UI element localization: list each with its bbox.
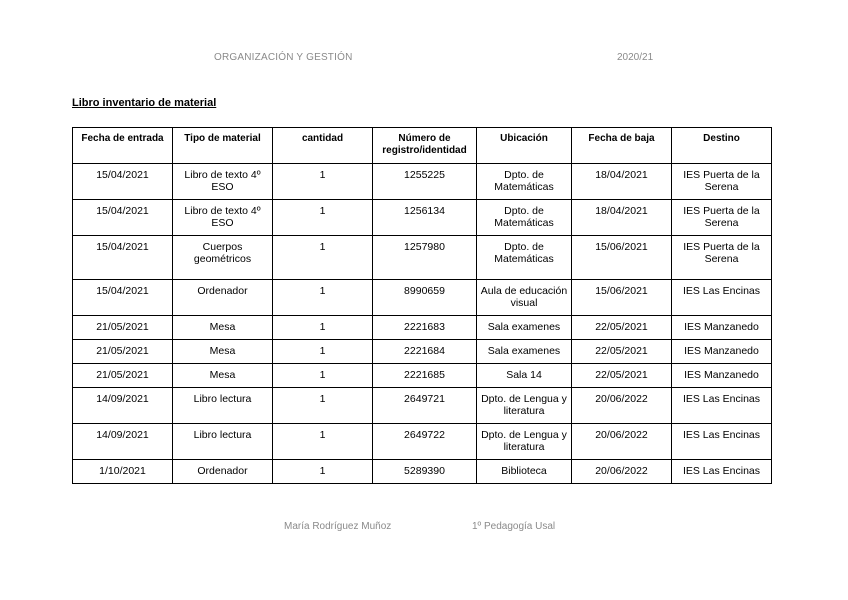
table-cell: Libro lectura <box>173 388 273 424</box>
column-header: Fecha de entrada <box>73 128 173 164</box>
table-cell: 18/04/2021 <box>572 200 672 236</box>
column-header: Número de registro/identidad <box>373 128 477 164</box>
table-cell: 2649721 <box>373 388 477 424</box>
table-cell: Ordenador <box>173 460 273 484</box>
table-cell: 1 <box>273 316 373 340</box>
table-cell: 1 <box>273 424 373 460</box>
table-cell: Libro lectura <box>173 424 273 460</box>
table-row <box>73 340 772 364</box>
table-cell: 20/06/2022 <box>572 388 672 424</box>
table-row <box>73 236 772 280</box>
table-cell: Dpto. de Lengua y literatura <box>477 424 572 460</box>
table-cell: 22/05/2021 <box>572 340 672 364</box>
table-cell: IES Puerta de la Serena <box>672 200 772 236</box>
column-header: cantidad <box>273 128 373 164</box>
footer-author: María Rodríguez Muñoz <box>284 521 392 532</box>
document-title: Libro inventario de material <box>72 97 217 109</box>
table-cell: 21/05/2021 <box>73 316 173 340</box>
table-cell: IES Puerta de la Serena <box>672 236 772 280</box>
table-row <box>73 424 772 460</box>
table-cell: Aula de educación visual <box>477 280 572 316</box>
table-cell: 18/04/2021 <box>572 164 672 200</box>
footer-course: 1º Pedagogía Usal <box>472 521 556 532</box>
table-cell: 20/06/2022 <box>572 424 672 460</box>
table-cell: 1 <box>273 364 373 388</box>
header-subject: ORGANIZACIÓN Y GESTIÓN <box>214 52 353 63</box>
table-cell: 21/05/2021 <box>73 340 173 364</box>
column-header: Ubicación <box>477 128 572 164</box>
header-year: 2020/21 <box>617 52 654 63</box>
table-cell: 8990659 <box>373 280 477 316</box>
table-cell: Sala 14 <box>477 364 572 388</box>
table-cell: 21/05/2021 <box>73 364 173 388</box>
table-cell: 2649722 <box>373 424 477 460</box>
table-header-row <box>73 128 772 164</box>
table-row <box>73 200 772 236</box>
table-cell: IES Las Encinas <box>672 280 772 316</box>
table-cell: 14/09/2021 <box>73 388 173 424</box>
table-cell: Mesa <box>173 316 273 340</box>
table-cell: 5289390 <box>373 460 477 484</box>
table-cell: 2221685 <box>373 364 477 388</box>
table-cell: IES Las Encinas <box>672 460 772 484</box>
table-cell: IES Manzanedo <box>672 364 772 388</box>
table-cell: 22/05/2021 <box>572 316 672 340</box>
table-cell: IES Puerta de la Serena <box>672 164 772 200</box>
table-cell: Dpto. de Matemáticas <box>477 236 572 280</box>
table-cell: 15/04/2021 <box>73 200 173 236</box>
table-cell: 15/04/2021 <box>73 280 173 316</box>
table-cell: 15/06/2021 <box>572 236 672 280</box>
column-header: Fecha de baja <box>572 128 672 164</box>
table-cell: 15/04/2021 <box>73 236 173 280</box>
table-cell: 15/06/2021 <box>572 280 672 316</box>
table-cell: Mesa <box>173 340 273 364</box>
table-cell: Sala examenes <box>477 340 572 364</box>
table-cell: Dpto. de Matemáticas <box>477 200 572 236</box>
table-row <box>73 364 772 388</box>
table-cell: Libro de texto 4º ESO <box>173 200 273 236</box>
table-row <box>73 460 772 484</box>
table-cell: 1 <box>273 460 373 484</box>
inventory-table <box>72 127 772 484</box>
table-cell: 14/09/2021 <box>73 424 173 460</box>
table-cell: 1/10/2021 <box>73 460 173 484</box>
table-cell: IES Manzanedo <box>672 340 772 364</box>
table-cell: 1257980 <box>373 236 477 280</box>
table-cell: 1 <box>273 200 373 236</box>
table-cell: 1 <box>273 164 373 200</box>
table-cell: 2221683 <box>373 316 477 340</box>
table-cell: 1 <box>273 388 373 424</box>
table-row <box>73 316 772 340</box>
table-cell: Ordenador <box>173 280 273 316</box>
table-cell: 1255225 <box>373 164 477 200</box>
table-cell: 15/04/2021 <box>73 164 173 200</box>
table-cell: 22/05/2021 <box>572 364 672 388</box>
table-row <box>73 280 772 316</box>
table-cell: IES Las Encinas <box>672 424 772 460</box>
table-cell: Dpto. de Matemáticas <box>477 164 572 200</box>
table-cell: Libro de texto 4º ESO <box>173 164 273 200</box>
table-cell: Biblioteca <box>477 460 572 484</box>
table-cell: 1 <box>273 236 373 280</box>
table-cell: 1 <box>273 280 373 316</box>
table-cell: 20/06/2022 <box>572 460 672 484</box>
table-cell: 1 <box>273 340 373 364</box>
table-cell: IES Manzanedo <box>672 316 772 340</box>
table-cell: IES Las Encinas <box>672 388 772 424</box>
column-header: Destino <box>672 128 772 164</box>
table-cell: Dpto. de Lengua y literatura <box>477 388 572 424</box>
table-row <box>73 164 772 200</box>
table-cell: Cuerpos geométricos <box>173 236 273 280</box>
column-header: Tipo de material <box>173 128 273 164</box>
table-row <box>73 388 772 424</box>
table-cell: Sala examenes <box>477 316 572 340</box>
table-cell: 2221684 <box>373 340 477 364</box>
table-cell: Mesa <box>173 364 273 388</box>
table-cell: 1256134 <box>373 200 477 236</box>
